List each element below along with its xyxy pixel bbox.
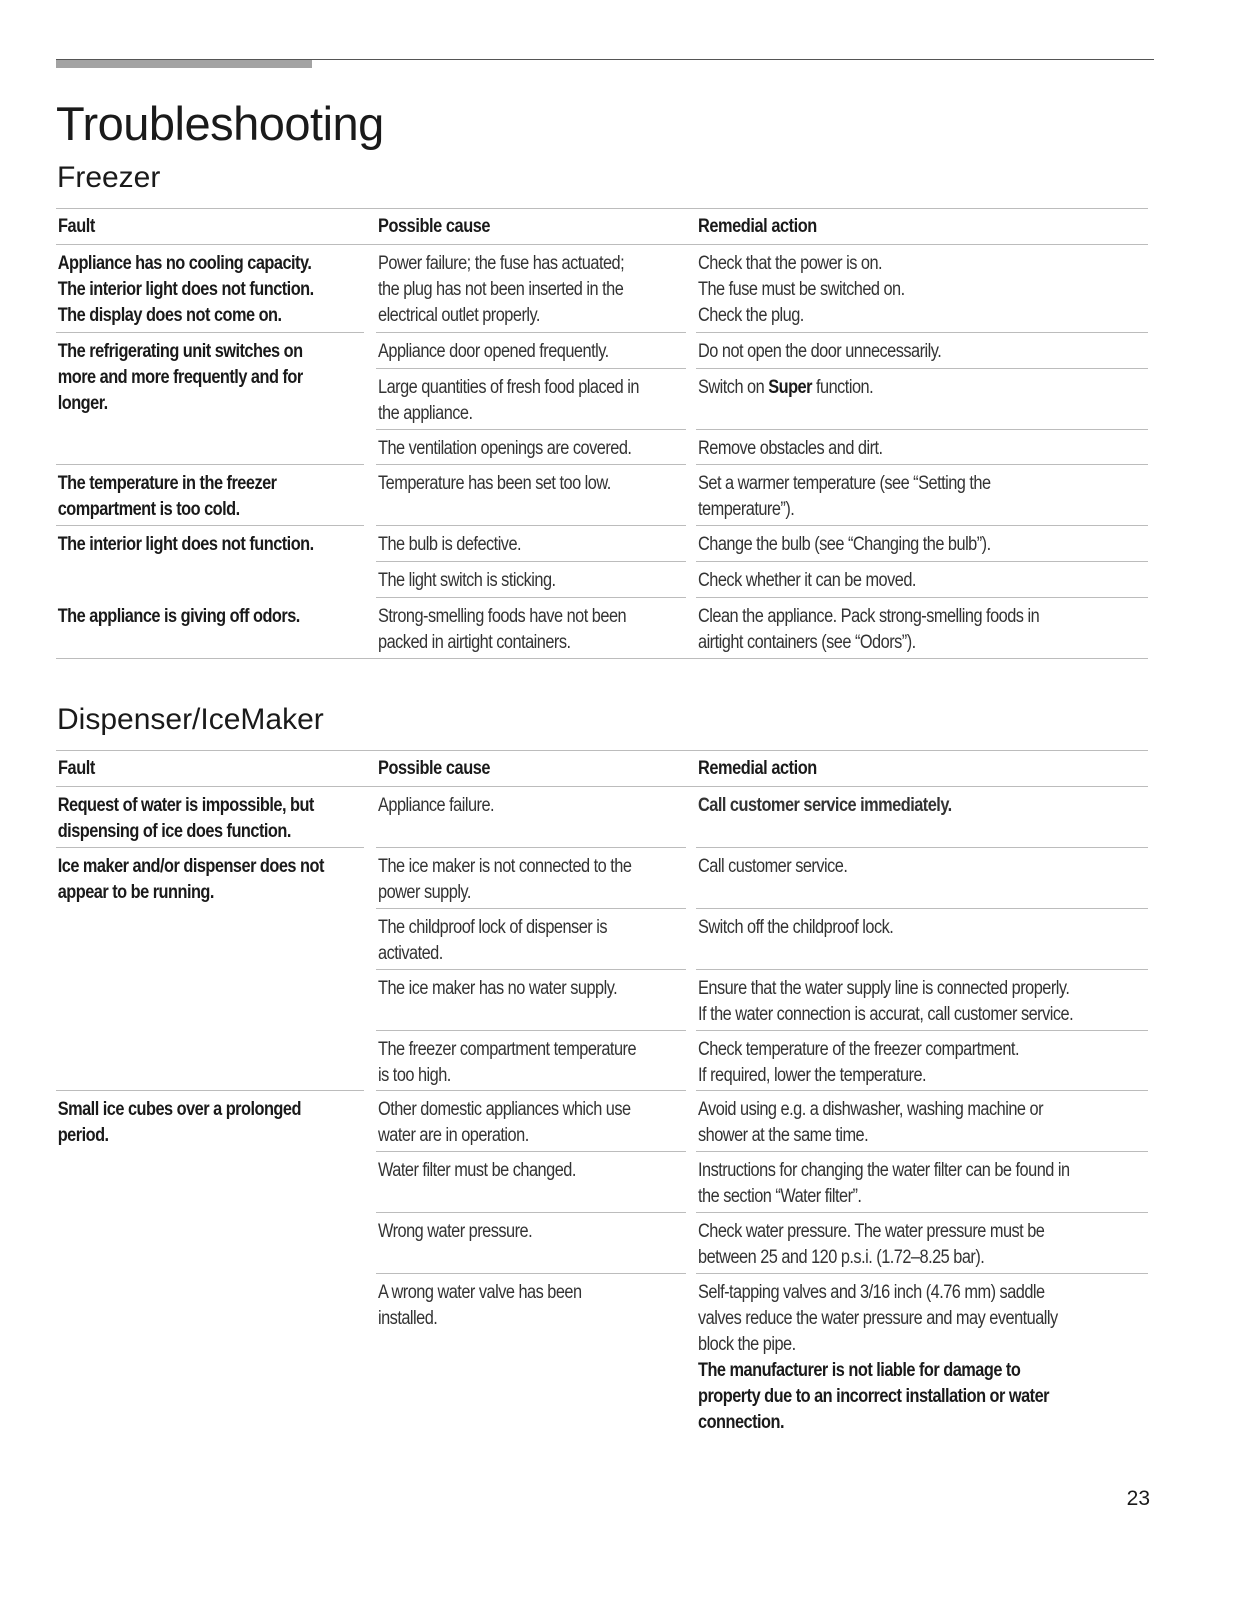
action-text: Set a warmer temperature (see “Setting the temperature”).: [698, 473, 991, 520]
dispenser-heading: Dispenser/IceMaker: [57, 703, 324, 736]
action-text: Change the bulb (see “Changing the bulb”).: [698, 534, 991, 555]
page-number: 23: [1126, 1487, 1150, 1510]
table-row: [376, 1274, 1148, 1431]
table-row: [376, 465, 1148, 526]
table-row: [376, 598, 1148, 659]
header-fault: Fault: [58, 216, 95, 237]
action-text: Avoid using e.g. a dishwasher, washing machine or shower at the same time.: [698, 1099, 1044, 1146]
action-text: Ensure that the water supply line is connected properly. If the water connection is accurat, call customer service.: [698, 978, 1074, 1025]
action-text: Call customer service.: [698, 856, 848, 877]
action-text: Check whether it can be moved.: [698, 570, 916, 591]
cause-text: The freezer compartment temperature is too high.: [378, 1039, 637, 1086]
table-row: [376, 1213, 1148, 1274]
fault-text: Appliance has no cooling capacity. The interior light does not function. The display does not come on.: [57, 253, 314, 326]
header-action: Remedial action: [698, 758, 817, 779]
liability-note: The manufacturer is not liable for damage to: [698, 1360, 1021, 1381]
cause-text: Large quantities of fresh food placed in the appliance.: [378, 377, 639, 424]
fault-text: Small ice cubes over a prolonged period.: [57, 1099, 301, 1146]
action-text: Clean the appliance. Pack strong-smelling foods in airtight containers (see “Odors”).: [698, 606, 1040, 653]
cause-text: The bulb is defective.: [378, 534, 522, 555]
table-row: [376, 970, 1148, 1031]
cause-text: Water filter must be changed.: [378, 1160, 576, 1181]
cause-text: Temperature has been set too low.: [378, 473, 611, 494]
cause-text: Other domestic appliances which use water are in operation.: [378, 1099, 631, 1146]
fault-group: [56, 465, 1148, 526]
header-cause: Possible cause: [378, 216, 491, 237]
table-row: [376, 1031, 1148, 1091]
cause-text: The ventilation openings are covered.: [378, 438, 632, 459]
freezer-heading: Freezer: [57, 161, 161, 194]
fault-text: Ice maker and/or dispenser does not appear to be running.: [57, 856, 324, 903]
action-text: Call customer service immediately.: [698, 795, 952, 816]
fault-text: Request of water is impossible, but dispensing of ice does function.: [57, 795, 314, 842]
fault-text: The refrigerating unit switches on more and more frequently and for longer.: [57, 341, 303, 414]
header-cause: Possible cause: [378, 758, 491, 779]
table-row: [376, 526, 1148, 562]
fault-text: The temperature in the freezer compartment is too cold.: [57, 473, 277, 520]
cause-text: The ice maker has no water supply.: [378, 978, 618, 999]
table-row: [376, 430, 1148, 465]
cause-text: Strong-smelling foods have not been packed in airtight containers.: [378, 606, 627, 653]
action-text: Check temperature of the freezer compartment. If required, lower the temperature.: [698, 1039, 1019, 1086]
fault-group: [56, 245, 1148, 333]
fault-group: [56, 333, 1148, 465]
action-text: Switch on Super function.: [698, 377, 874, 398]
action-text: Check water pressure. The water pressure must be between 25 and 120 p.s.i. (1.72–8.25 bar).: [698, 1221, 1045, 1268]
table-row: [376, 245, 1148, 333]
table-row: [376, 848, 1148, 909]
header-action: Remedial action: [698, 216, 817, 237]
fault-group: [56, 526, 1148, 598]
action-text: Instructions for changing the water filter can be found in the section “Water filter”.: [698, 1160, 1070, 1207]
table-row: [376, 1091, 1148, 1152]
page-title: Troubleshooting: [56, 97, 384, 150]
action-text: Switch off the childproof lock.: [698, 917, 894, 938]
cause-text: Wrong water pressure.: [378, 1221, 533, 1242]
fault-group: [56, 598, 1148, 659]
dispenser-table: [56, 750, 1148, 1431]
cause-text: Appliance door opened frequently.: [378, 341, 609, 362]
cause-text: A wrong water valve has been installed.: [378, 1282, 582, 1329]
cause-text: Power failure; the fuse has actuated; the plug has not been inserted in the electrical outlet properly.: [378, 253, 625, 326]
fault-text: The appliance is giving off odors.: [57, 606, 300, 627]
cause-text: The light switch is sticking.: [378, 570, 556, 591]
cause-text: The childproof lock of dispenser is activated.: [378, 917, 607, 964]
section-marker-bar: [56, 60, 312, 68]
table-row: [376, 333, 1148, 369]
table-row: [376, 787, 1148, 848]
table-row: [376, 369, 1148, 430]
table-row: [376, 1152, 1148, 1213]
action-text: Self-tapping valves and 3/16 inch (4.76 mm) saddle valves reduce the water pressure and may eventually block the pipe. The manufacturer is not liable for damage to property due to an incorrect installation or water connection.: [698, 1280, 1150, 1436]
fault-group: [56, 787, 1148, 848]
header-fault: Fault: [58, 758, 95, 779]
freezer-table: [56, 208, 1148, 659]
action-text: Check that the power is on. The fuse must be switched on. Check the plug.: [698, 253, 905, 326]
table-header: [56, 750, 1148, 787]
fault-group: [56, 848, 1148, 1091]
action-text: Remove obstacles and dirt.: [698, 438, 883, 459]
table-row: [376, 909, 1148, 970]
fault-text: The interior light does not function.: [57, 534, 314, 555]
cause-text: The ice maker is not connected to the power supply.: [378, 856, 632, 903]
fault-group: [56, 1091, 1148, 1431]
action-text: Do not open the door unnecessarily.: [698, 341, 942, 362]
table-row: [376, 562, 1148, 598]
table-header: [56, 208, 1148, 245]
cause-text: Appliance failure.: [378, 795, 495, 816]
